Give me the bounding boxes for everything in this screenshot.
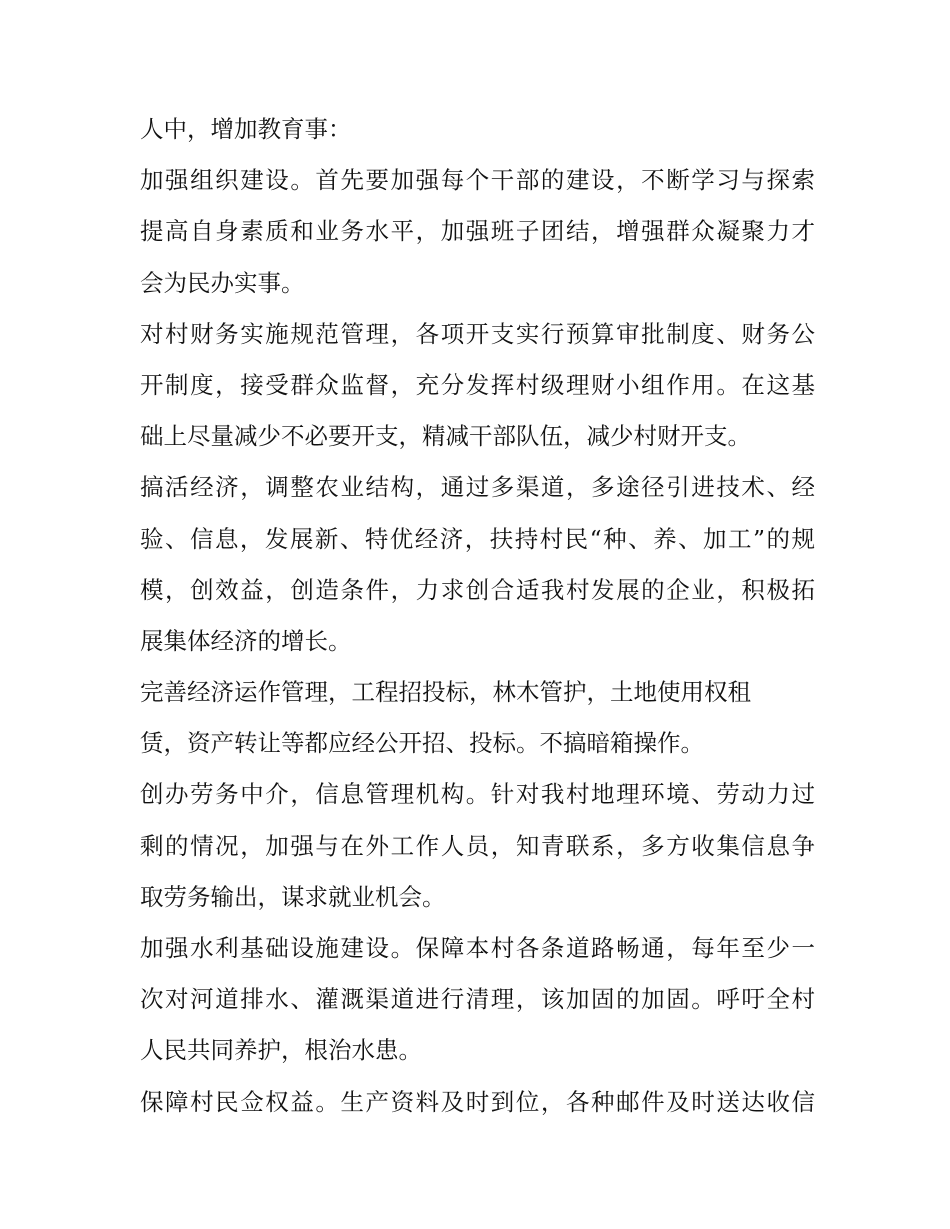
text-line: 加强组织建设。首先要加强每个干部的建设，不断学习与探索 — [140, 166, 815, 195]
text-line: 开制度，接受群众监督，充分发挥村级理财小组作用。在这基 — [140, 370, 815, 399]
text-line: 展集体经济的增长。 — [140, 626, 352, 655]
text-line: 剩的情况，加强与在外工作人员，知青联系，多方收集信息争 — [140, 831, 815, 860]
text-line: 础上尽量减少不必要开支，精减干部队伍，减少村财开支。 — [140, 422, 751, 451]
text-line: 搞活经济，调整农业结构，通过多渠道，多途径引进技术、经 — [140, 473, 815, 502]
text-line: 会为民办实事。 — [140, 268, 305, 297]
text-line: 加强水利基础设施建设。保障本村各条道路畅通，每年至少一 — [140, 934, 815, 962]
text-line: 模，创效益，创造条件，力求创合适我村发展的企业，积极拓 — [140, 575, 815, 604]
text-line: 人中，增加教育事： — [140, 115, 352, 143]
text-line: 人民共同养护，根治水患。 — [140, 1036, 422, 1065]
text-line: 提高自身素质和业务水平，加强班子团结，增强群众凝聚力才 — [140, 217, 815, 246]
text-line: 取劳务输出，谋求就业机会。 — [140, 882, 446, 911]
text-line: 保障村民佥权益。生产资料及时到位，各种邮件及时送达收信 — [140, 1087, 815, 1116]
text-line: 完善经济运作管理，工程招投标，林木管护，土地使用权租 — [140, 678, 751, 707]
text-line: 创办劳务中介，信息管理机构。针对我村地理环境、劳动力过 — [140, 780, 815, 809]
text-line: 次对河道排水、灌溉渠道进行清理，该加固的加固。呼吁全村 — [140, 985, 815, 1014]
text-line: 对村财务实施规范管理，各项开支实行预算审批制度、财务公 — [140, 319, 815, 348]
document-body — [140, 104, 815, 1128]
text-line: 验、信息，发展新、特优经济，扶持村民“种、养、加工”的规 — [140, 524, 815, 553]
text-line: 赁，资产转让等都应经公开招、投标。不搞暗箱操作。 — [140, 729, 704, 758]
